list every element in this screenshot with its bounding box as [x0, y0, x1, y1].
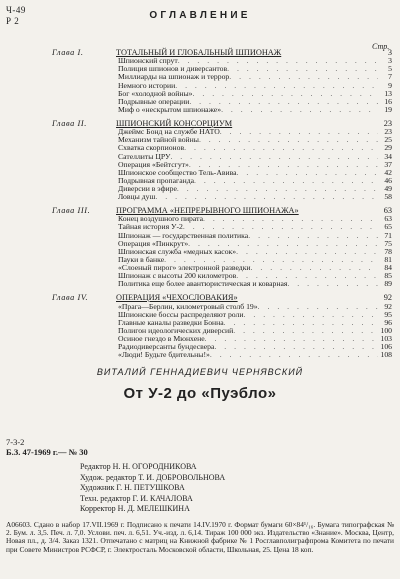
entry-title: Радиодиверсанты бундесвера	[118, 343, 215, 351]
toc-entry	[52, 169, 392, 177]
entry-title: Немного истории	[118, 81, 176, 90]
chapter-heading	[52, 207, 392, 215]
dot-leader	[236, 248, 378, 256]
entry-page: 85	[384, 272, 392, 281]
entry-title: «Слоеный пирог» электронной разведки	[118, 263, 251, 272]
toc-chapter	[52, 294, 392, 359]
chapter-heading	[52, 120, 392, 128]
entry-page: 108	[380, 351, 392, 360]
dot-leader	[224, 319, 378, 327]
dot-leader	[227, 65, 378, 73]
dot-leader	[170, 153, 378, 161]
entry-page: 65	[384, 223, 392, 232]
entry-title: Шпионское сообщество Тель-Авива	[118, 168, 237, 177]
toc-entry	[52, 264, 392, 272]
toc-entry	[52, 280, 392, 288]
entry-page: 84	[384, 263, 392, 272]
credit-line: Редактор Н. Н. ОГОРОДНИКОВА	[80, 462, 197, 471]
author-name: ВИТАЛИЙ ГЕННАДИЕВИЧ ЧЕРНЯВСКИЙ	[96, 367, 304, 377]
entry-title: Конец воздушного пирата	[118, 215, 203, 224]
dot-leader	[199, 136, 378, 144]
credits-list	[80, 462, 225, 515]
credit-line: Художник Г. Н. ПЕТУШКОВА	[80, 483, 185, 493]
toc-entry	[52, 256, 392, 264]
entry-page: 34	[384, 152, 392, 161]
classification-code-2: Р 2	[6, 16, 20, 26]
entry-title: Схватка скорпионов	[118, 144, 185, 153]
toc-entry	[52, 65, 392, 73]
entry-title: «Люди! Будьте бдительны!»	[118, 351, 210, 360]
order-line: Б.З. 47-1969 г.— № 30	[6, 447, 88, 457]
chapter-label: Глава III.	[52, 206, 91, 216]
entry-title: «Прага—Берлин, километровый столб 19»	[118, 302, 258, 311]
dot-leader	[188, 240, 378, 248]
entry-page: 106	[380, 343, 392, 351]
chapter-page: 23	[383, 118, 392, 128]
toc-entry	[52, 153, 392, 161]
chapter-heading	[52, 49, 392, 57]
dot-leader	[233, 327, 378, 335]
entry-page: 92	[384, 302, 392, 311]
dot-leader	[189, 98, 378, 106]
toc-entry	[52, 327, 392, 335]
page-title: ОГЛАВЛЕНИЕ	[149, 10, 251, 21]
toc-chapter	[52, 207, 392, 288]
credit-line: Худож. редактор Т. И. ДОБРОВОЛЬНОВА	[80, 472, 226, 482]
imprint-text: А06603. Сдано в набор 17.VII.1969 г. Подписано к печати 14.IV.1970 г. Формат бумаги 60×84¹/₁₆. Бумага типографская № 2. Бум. л. 3,5. Печ. л. 7,0. Услови. печ. л. 6,51. Уч.-изд. л. 6,14. Тираж 100 000 экз. Издательство «Знание». Москва, Центр, Новая пл., д. 3/4. Заказ 1321. Отпечатано с матриц на Книжной фабрике № 1 Росглавполиграфпрома Комитета по печати при Совете Министров РСФСР, г. Электросталь Московской области, Школьная, 25. Цена 18 коп.	[6, 520, 394, 554]
entry-page: 71	[384, 231, 392, 240]
entry-page: 75	[384, 239, 392, 248]
toc-entry	[52, 319, 392, 327]
entry-page: 95	[384, 310, 392, 319]
classification-code-1: Ч-49	[6, 5, 26, 15]
toc-entry	[52, 215, 392, 223]
entry-title: Сателлиты ЦРУ	[118, 152, 171, 161]
entry-page: 29	[384, 144, 392, 153]
toc-chapter	[52, 49, 392, 114]
toc-entry	[52, 82, 392, 90]
chapter-title: ОПЕРАЦИЯ «ЧЕХОСЛОВАКИЯ»	[116, 293, 238, 303]
dot-leader	[251, 264, 378, 272]
entry-page: 78	[384, 247, 392, 256]
dot-leader	[183, 223, 378, 231]
toc-entry	[52, 272, 392, 280]
entry-title: Диверсии в эфире	[118, 184, 177, 193]
dot-leader	[203, 215, 378, 223]
dot-leader	[237, 169, 378, 177]
toc-entry	[52, 106, 392, 114]
toc-entry	[52, 240, 392, 248]
dot-leader	[184, 144, 378, 152]
entry-page: 37	[384, 160, 392, 169]
table-of-contents	[52, 49, 392, 365]
dot-leader	[178, 57, 378, 65]
entry-page: 5	[388, 65, 392, 74]
entry-title: Миф о «нескрытом шпионаже»	[118, 105, 222, 114]
dot-leader	[248, 232, 378, 240]
entry-title: Полиция шпионов и диверсантов	[118, 65, 228, 74]
dot-leader	[221, 106, 378, 114]
entry-title: Механизм тайной войны	[118, 136, 199, 145]
toc-entry	[52, 177, 392, 185]
book-title: От У-2 до «Пуэбло»	[123, 385, 277, 402]
entry-title: Шпионаж с высоты 200 километров	[118, 272, 237, 281]
toc-entry	[52, 335, 392, 343]
entry-title: Бог «холодной войны»	[118, 89, 193, 98]
page-column-label: Стр.	[372, 42, 390, 51]
entry-page: 46	[384, 176, 392, 185]
entry-page: 96	[384, 318, 392, 327]
chapter-page: 3	[387, 48, 392, 57]
toc-entry	[52, 144, 392, 152]
toc-entry	[52, 90, 392, 98]
entry-page: 13	[384, 89, 392, 98]
entry-page: 100	[380, 326, 392, 335]
toc-entry	[52, 351, 392, 359]
entry-page: 25	[384, 136, 392, 145]
dot-leader	[210, 351, 378, 359]
entry-title: Тайная история У-2	[118, 223, 183, 232]
entry-title: Шпионские боссы распределяют роли	[118, 310, 244, 319]
entry-title: Шпионский спрут	[118, 57, 178, 66]
chapter-title: ШПИОНСКИЙ КОНСОРЦИУМ	[116, 118, 233, 128]
dot-leader	[244, 311, 379, 319]
entry-page: 7	[388, 73, 392, 82]
dot-leader	[193, 90, 379, 98]
catalog-code: 7-3-2	[6, 437, 25, 447]
entry-title: Миллиарды на шпионаж и террор	[118, 73, 230, 82]
entry-page: 49	[384, 184, 392, 193]
dot-leader	[220, 128, 378, 136]
dot-leader	[177, 185, 378, 193]
entry-title: Главные каналы разведки Бонна	[118, 318, 224, 327]
toc-entry	[52, 311, 392, 319]
entry-title: Пауки в банке	[118, 255, 165, 264]
toc-entry	[52, 136, 392, 144]
dot-leader	[229, 73, 378, 81]
entry-page: 3	[388, 57, 392, 66]
dot-leader	[175, 82, 378, 90]
toc-entry	[52, 98, 392, 106]
chapter-page: 92	[383, 293, 392, 303]
chapter-label: Глава IV.	[52, 293, 89, 303]
entry-page: 89	[384, 280, 392, 289]
toc-entry	[52, 185, 392, 193]
entry-page: 23	[384, 128, 392, 137]
chapter-label: Глава I.	[52, 48, 84, 57]
entry-page: 103	[380, 334, 392, 343]
dot-leader	[155, 193, 378, 201]
credit-line: Техн. редактор Г. И. КАЧАЛОВА	[80, 493, 193, 503]
toc-entry	[52, 193, 392, 201]
toc-entry	[52, 128, 392, 136]
chapter-heading	[52, 294, 392, 302]
entry-title: Политика еще более авантюристическая и коварная	[118, 280, 288, 289]
dot-leader	[189, 161, 378, 169]
entry-title: Шпионская служба «медных касок»	[118, 247, 237, 256]
entry-title: Подрывные операции	[118, 97, 190, 106]
toc-entry	[52, 161, 392, 169]
entry-title: Операция «Бейтсгут»	[118, 160, 189, 169]
credit-line: Корректор Н. Д. МЕЛЕШКИНА	[80, 504, 190, 514]
entry-title: Осиное гнездо в Мюнхене	[118, 334, 205, 343]
toc-entry	[52, 57, 392, 65]
dot-leader	[236, 272, 378, 280]
entry-title: Джеймс Бонд на службе НАТО	[118, 128, 220, 137]
toc-entry	[52, 73, 392, 81]
entry-title: Подрывная пропаганда	[118, 176, 195, 185]
chapter-title: ТОТАЛЬНЫЙ И ГЛОБАЛЬНЫЙ ШПИОНАЖ	[116, 48, 282, 57]
entry-title: Операция «Пинкрут»	[118, 239, 189, 248]
dot-leader	[164, 256, 378, 264]
entry-title: Шпионаж — государственная политика	[118, 231, 249, 240]
entry-page: 63	[384, 215, 392, 224]
chapter-label: Глава II.	[52, 118, 87, 128]
dot-leader	[258, 303, 378, 311]
entry-page: 9	[388, 81, 392, 90]
toc-entry	[52, 232, 392, 240]
entry-page: 42	[384, 168, 392, 177]
entry-page: 16	[384, 97, 392, 106]
entry-page: 19	[384, 105, 392, 114]
dot-leader	[214, 343, 378, 351]
entry-page: 58	[384, 193, 392, 201]
chapter-page: 63	[383, 206, 392, 216]
dot-leader	[205, 335, 378, 343]
toc-entry	[52, 223, 392, 231]
toc-chapter	[52, 120, 392, 201]
entry-page: 81	[384, 255, 392, 264]
entry-title: Полигон идеологических диверсий	[118, 326, 234, 335]
toc-entry	[52, 303, 392, 311]
entry-title: Ловцы душ	[118, 193, 156, 201]
toc-entry	[52, 248, 392, 256]
dot-leader	[287, 280, 378, 288]
chapter-title: ПРОГРАММА «НЕПРЕРЫВНОГО ШПИОНАЖА»	[116, 206, 299, 216]
toc-entry	[52, 343, 392, 351]
dot-leader	[194, 177, 378, 185]
